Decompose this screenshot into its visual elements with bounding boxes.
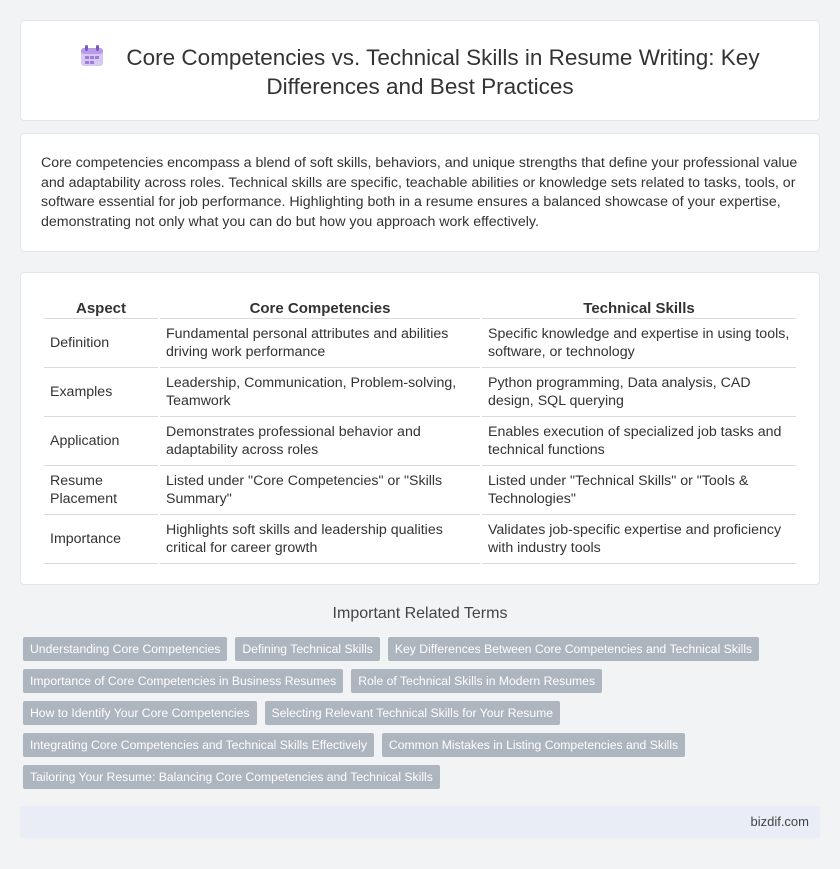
cell-aspect: Resume Placement (44, 466, 158, 515)
table-row (44, 319, 796, 368)
related-term-tag[interactable]: Importance of Core Competencies in Business Resumes (23, 669, 343, 693)
intro-paragraph: Core competencies encompass a blend of soft skills, behaviors, and unique strengths that define your professional value and adaptability across roles. Technical skills are specific, teachable abilities or knowledge sets related to tasks, tools, or software essential for job performance. Highlighting both in a resume ensures a balanced showcase of your expertise, demonstrating not only what you can do but how you approach work effectively. (41, 155, 798, 230)
header-card (20, 20, 820, 121)
cell-core: Fundamental personal attributes and abilities driving work performance (160, 319, 480, 368)
cell-core: Leadership, Communication, Problem-solving, Teamwork (160, 368, 480, 417)
cell-core: Demonstrates professional behavior and adaptability across roles (160, 417, 480, 466)
related-term-tag[interactable]: How to Identify Your Core Competencies (23, 701, 257, 725)
cell-aspect: Application (44, 417, 158, 466)
cell-technical: Enables execution of specialized job tasks and technical functions (482, 417, 796, 466)
cell-aspect: Definition (44, 319, 158, 368)
table-row (44, 515, 796, 564)
related-terms-heading: Important Related Terms (332, 605, 508, 622)
related-term-tag[interactable]: Key Differences Between Core Competencies and Technical Skills (388, 637, 759, 661)
cell-technical: Python programming, Data analysis, CAD design, SQL querying (482, 368, 796, 417)
intro-card (20, 133, 820, 252)
table-row (44, 417, 796, 466)
footer-site-link[interactable]: bizdif.com (750, 814, 809, 829)
cell-aspect: Importance (44, 515, 158, 564)
header-core-competencies: Core Competencies (160, 293, 480, 319)
header-technical-skills: Technical Skills (482, 293, 796, 319)
cell-core: Listed under "Core Competencies" or "Skills Summary" (160, 466, 480, 515)
table-row (44, 368, 796, 417)
comparison-table-card (20, 272, 820, 585)
related-term-tag[interactable]: Defining Technical Skills (235, 637, 380, 661)
page-title (21, 43, 819, 101)
table-header-row (44, 293, 796, 319)
related-term-tag[interactable]: Tailoring Your Resume: Balancing Core Competencies and Technical Skills (23, 765, 440, 789)
cell-technical: Specific knowledge and expertise in using tools, software, or technology (482, 319, 796, 368)
cell-technical: Validates job-specific expertise and proficiency with industry tools (482, 515, 796, 564)
header-aspect: Aspect (44, 293, 158, 319)
table-row (44, 466, 796, 515)
title-line-1: Core Competencies vs. Technical Skills in Resume Writing: Key (126, 45, 760, 70)
calendar-icon (80, 45, 104, 67)
related-terms-list (23, 637, 823, 797)
related-term-tag[interactable]: Common Mistakes in Listing Competencies and Skills (382, 733, 685, 757)
cell-core: Highlights soft skills and leadership qualities critical for career growth (160, 515, 480, 564)
related-term-tag[interactable]: Understanding Core Competencies (23, 637, 227, 661)
related-term-tag[interactable]: Role of Technical Skills in Modern Resumes (351, 669, 602, 693)
related-term-tag[interactable]: Selecting Relevant Technical Skills for Your Resume (265, 701, 561, 725)
cell-aspect: Examples (44, 368, 158, 417)
title-line-2: Differences and Best Practices (266, 74, 574, 99)
related-term-tag[interactable]: Integrating Core Competencies and Technical Skills Effectively (23, 733, 374, 757)
cell-technical: Listed under "Technical Skills" or "Tools & Technologies" (482, 466, 796, 515)
footer (20, 806, 820, 838)
comparison-table (42, 293, 798, 564)
